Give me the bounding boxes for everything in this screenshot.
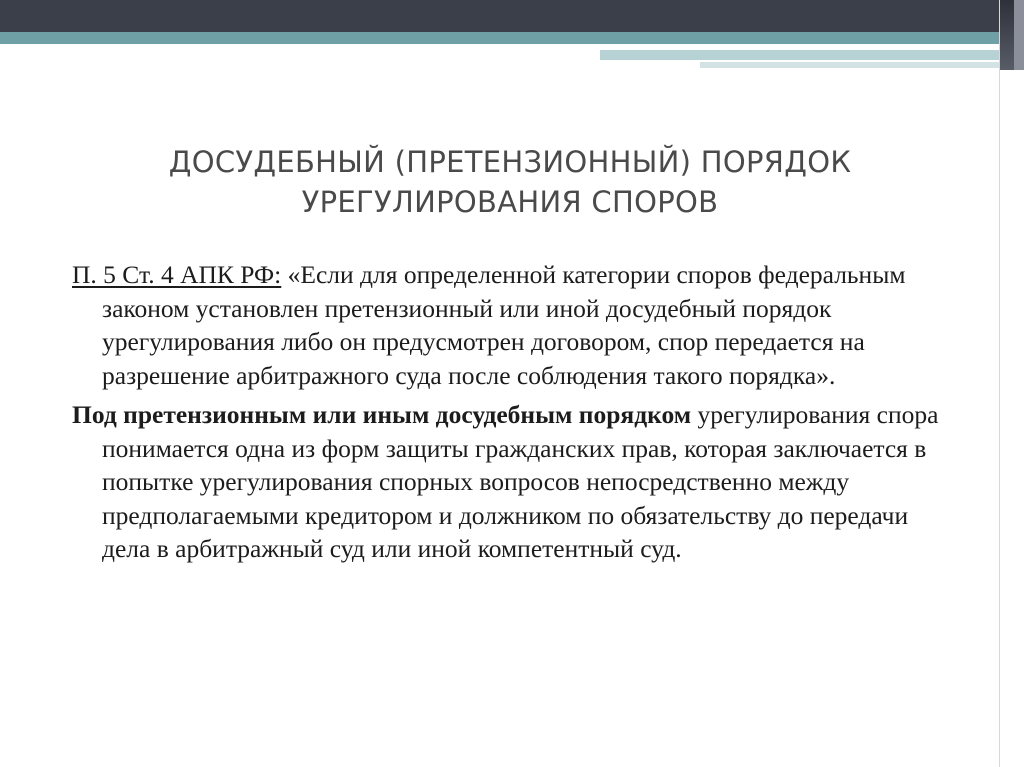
slide-title (80, 142, 940, 222)
slide-body (72, 258, 952, 566)
law-reference: П. 5 Ст. 4 АПК РФ: (72, 260, 282, 289)
right-edge-stripe (1014, 0, 1024, 70)
header-lighter-bar (700, 62, 1000, 68)
header-light-bar (600, 50, 1000, 60)
title-line-2: УРЕГУЛИРОВАНИЯ СПОРОВ (301, 185, 719, 219)
title-line-1: ДОСУДЕБНЫЙ (ПРЕТЕНЗИОННЫЙ) ПОРЯДОК (168, 145, 852, 179)
header-teal-bar (0, 32, 1000, 44)
header-dark-bar (0, 0, 1000, 32)
definition-lead: Под претензионным или иным досудебным порядком (72, 400, 692, 429)
paragraph-definition (72, 398, 952, 566)
definition-text: урегулирования спора понимается одна из форм защиты гражданских прав, которая заключается в попытке урегулирования спорных вопросов непосредственно между предполагаемыми кредитором и должником по обязательству до передачи дела в арбитражный суд или иной компетентный суд. (102, 400, 939, 563)
paragraph-law-quote (72, 258, 952, 392)
right-edge-panel (999, 0, 1024, 767)
law-quote-text: «Если для определенной категории споров федеральным законом установлен претензионный или иной досудебный порядок урегулирования либо он предусмотрен договором, спор передается на разрешение арбитражного суда после соблюдения такого порядка». (102, 260, 906, 390)
